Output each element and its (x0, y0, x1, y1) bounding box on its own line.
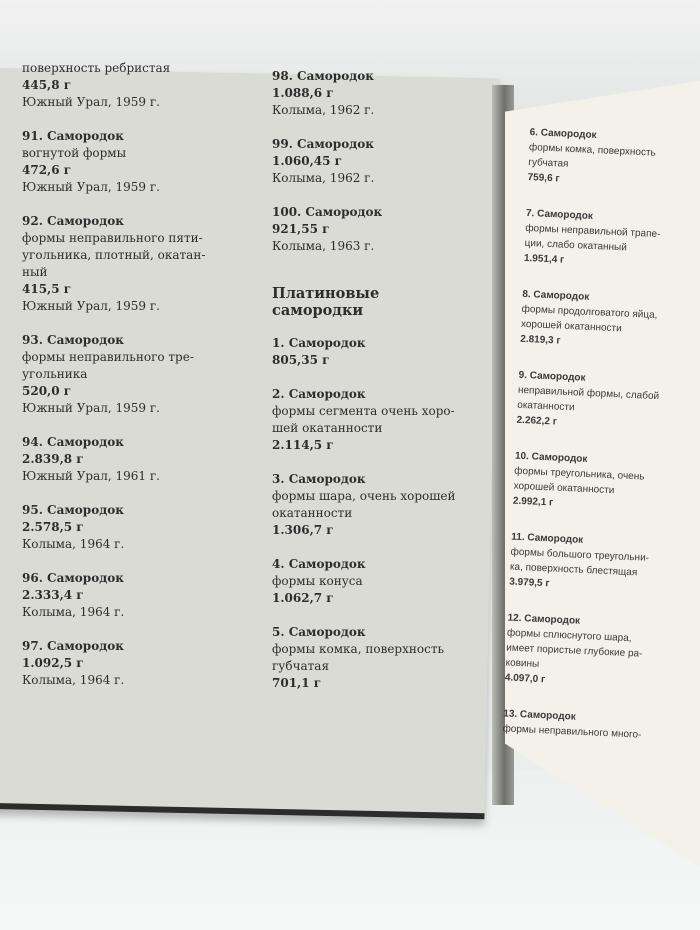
entry-title: 3. Самородок (272, 472, 366, 486)
entry-title: 96. Самородок (22, 571, 124, 585)
section-title: Платиновые самородки (272, 285, 380, 319)
entry-description: формы неправильного пяти- (22, 231, 203, 245)
list-item (520, 287, 693, 355)
entry-weight: 2.578,5 г (22, 520, 84, 534)
entry-weight: 1.062,7 г (272, 591, 334, 605)
entry-weight: 2.992,1 г (512, 495, 554, 509)
entry-description: формы неправильной трапе- (525, 222, 661, 241)
entry-description: формы неправильного много- (502, 723, 642, 741)
entry-title: 93. Самородок (22, 333, 124, 347)
column-left (22, 60, 237, 706)
list-item (22, 434, 237, 485)
entry-weight: 520,0 г (22, 384, 72, 398)
entry-description: формы комка, поверхность (272, 642, 444, 656)
entry-description: формы неправильного тре- (22, 350, 194, 364)
list-item (272, 68, 472, 119)
list-item (272, 136, 472, 187)
entry-title: 92. Самородок (22, 214, 124, 228)
entry-description: имеет пористые глубокие ра- (506, 642, 643, 660)
list-item (22, 502, 237, 553)
list-item (272, 335, 472, 369)
entry-title: 11. Самородок (511, 531, 584, 546)
entry-weight: 2.262,2 г (516, 414, 558, 428)
entry-description: ковины (505, 657, 540, 670)
list-item (22, 60, 237, 111)
entry-weight: 2.333,4 г (22, 588, 84, 602)
entry-place: Южный Урал, 1959 г. (22, 299, 160, 313)
entry-description: формы шара, очень хорошей (272, 489, 456, 503)
entry-description: неправильной формы, слабой (517, 384, 660, 403)
entry-place: Колыма, 1962 г. (272, 171, 375, 185)
entry-description: окатанности (272, 506, 353, 520)
column-middle (272, 68, 472, 709)
entry-weight: 805,35 г (272, 353, 330, 367)
entry-description: ка, поверхность блестящая (509, 561, 638, 579)
entry-title: 2. Самородок (272, 387, 366, 401)
entry-description: ции, слабо окатанный (524, 237, 628, 254)
entry-description: формы большого треугольни- (510, 546, 650, 564)
entry-title: 5. Самородок (272, 625, 366, 639)
entry-weight: 1.092,5 г (22, 656, 84, 670)
list-item (527, 125, 700, 193)
entry-weight: 701,1 г (272, 676, 322, 690)
entry-weight: 921,55 г (272, 222, 330, 236)
entry-description: хорошей окатанности (513, 480, 615, 497)
entry-weight: 1.060,45 г (272, 154, 342, 168)
entry-title: 8. Самородок (522, 288, 590, 303)
entry-title: 10. Самородок (514, 450, 588, 465)
entry-title: 98. Самородок (272, 69, 374, 83)
entry-title: 97. Самородок (22, 639, 124, 653)
entry-title: 94. Самородок (22, 435, 124, 449)
entry-weight: 3.979,5 г (508, 576, 550, 590)
entry-weight: 2.839,8 г (22, 452, 84, 466)
entry-place: Южный Урал, 1959 г. (22, 95, 160, 109)
entry-place: Колыма, 1962 г. (272, 103, 375, 117)
entry-description: угольника, плотный, окатан- (22, 248, 206, 262)
list-item (22, 332, 237, 417)
entry-weight: 1.088,6 г (272, 86, 334, 100)
entry-weight: 472,6 г (22, 163, 72, 177)
list-item (272, 556, 472, 607)
platinum-entries (272, 335, 472, 692)
entry-description: формы конуса (272, 574, 363, 588)
entry-title: 4. Самородок (272, 557, 366, 571)
entry-title: 6. Самородок (529, 126, 597, 142)
entry-weight: 2.819,3 г (520, 333, 561, 347)
list-item (272, 471, 472, 539)
entry-description: угольника (22, 367, 88, 381)
entry-description: окатанности (517, 399, 575, 414)
entry-place: Южный Урал, 1961 г. (22, 469, 160, 483)
entry-place: Южный Урал, 1959 г. (22, 180, 160, 194)
list-item (22, 128, 237, 196)
entry-title: 12. Самородок (507, 612, 581, 627)
entry-weight: 1.951,4 г (523, 252, 565, 266)
column-right (501, 125, 700, 765)
list-item (272, 386, 472, 454)
entry-weight: 415,5 г (22, 282, 72, 296)
entry-title: 91. Самородок (22, 129, 124, 143)
entry-description: поверхность ребристая (22, 61, 171, 75)
list-item (22, 570, 237, 621)
list-item (516, 368, 689, 436)
entry-title: 9. Самородок (518, 369, 586, 384)
entry-title: 1. Самородок (272, 336, 366, 350)
list-item (502, 706, 673, 744)
entry-description: формы сегмента очень хоро- (272, 404, 455, 418)
entry-description: формы продолговатого яйца, (521, 303, 658, 321)
entry-place: Колыма, 1964 г. (22, 605, 125, 619)
entry-description: губчатая (272, 659, 330, 673)
entry-place: Колыма, 1964 г. (22, 537, 125, 551)
entry-title: 99. Самородок (272, 137, 374, 151)
list-item (505, 610, 678, 693)
entry-description: формы треугольника, очень (514, 465, 645, 483)
list-item (509, 530, 682, 598)
entry-title: 100. Самородок (272, 205, 383, 219)
entry-title: 95. Самородок (22, 503, 124, 517)
entry-weight: 2.114,5 г (272, 438, 334, 452)
entry-description: губчатая (528, 156, 569, 170)
entry-weight: 445,8 г (22, 78, 72, 92)
list-item (22, 638, 237, 689)
list-item (513, 449, 686, 517)
list-item (272, 204, 472, 255)
entry-weight: 4.097,0 г (504, 672, 546, 686)
entry-description: хорошей окатанности (520, 318, 622, 335)
entry-description: формы сплюснутого шара, (506, 627, 632, 645)
entry-weight: 1.306,7 г (272, 523, 334, 537)
list-item (524, 206, 697, 274)
entry-place: Колыма, 1963 г. (272, 239, 375, 253)
entry-title: 7. Самородок (525, 207, 594, 222)
gold-entries-continued (272, 68, 472, 255)
list-item (22, 213, 237, 315)
entry-place: Южный Урал, 1959 г. (22, 401, 160, 415)
entry-description: ный (22, 265, 48, 279)
entry-weight: 759,6 г (527, 171, 560, 185)
entry-description: формы комка, поверхность (528, 141, 656, 159)
entry-title: 13. Самородок (503, 708, 576, 723)
list-item (272, 624, 472, 692)
entry-place: Колыма, 1964 г. (22, 673, 125, 687)
entry-description: вогнутой формы (22, 146, 127, 160)
entry-description: шей окатанности (272, 421, 383, 435)
